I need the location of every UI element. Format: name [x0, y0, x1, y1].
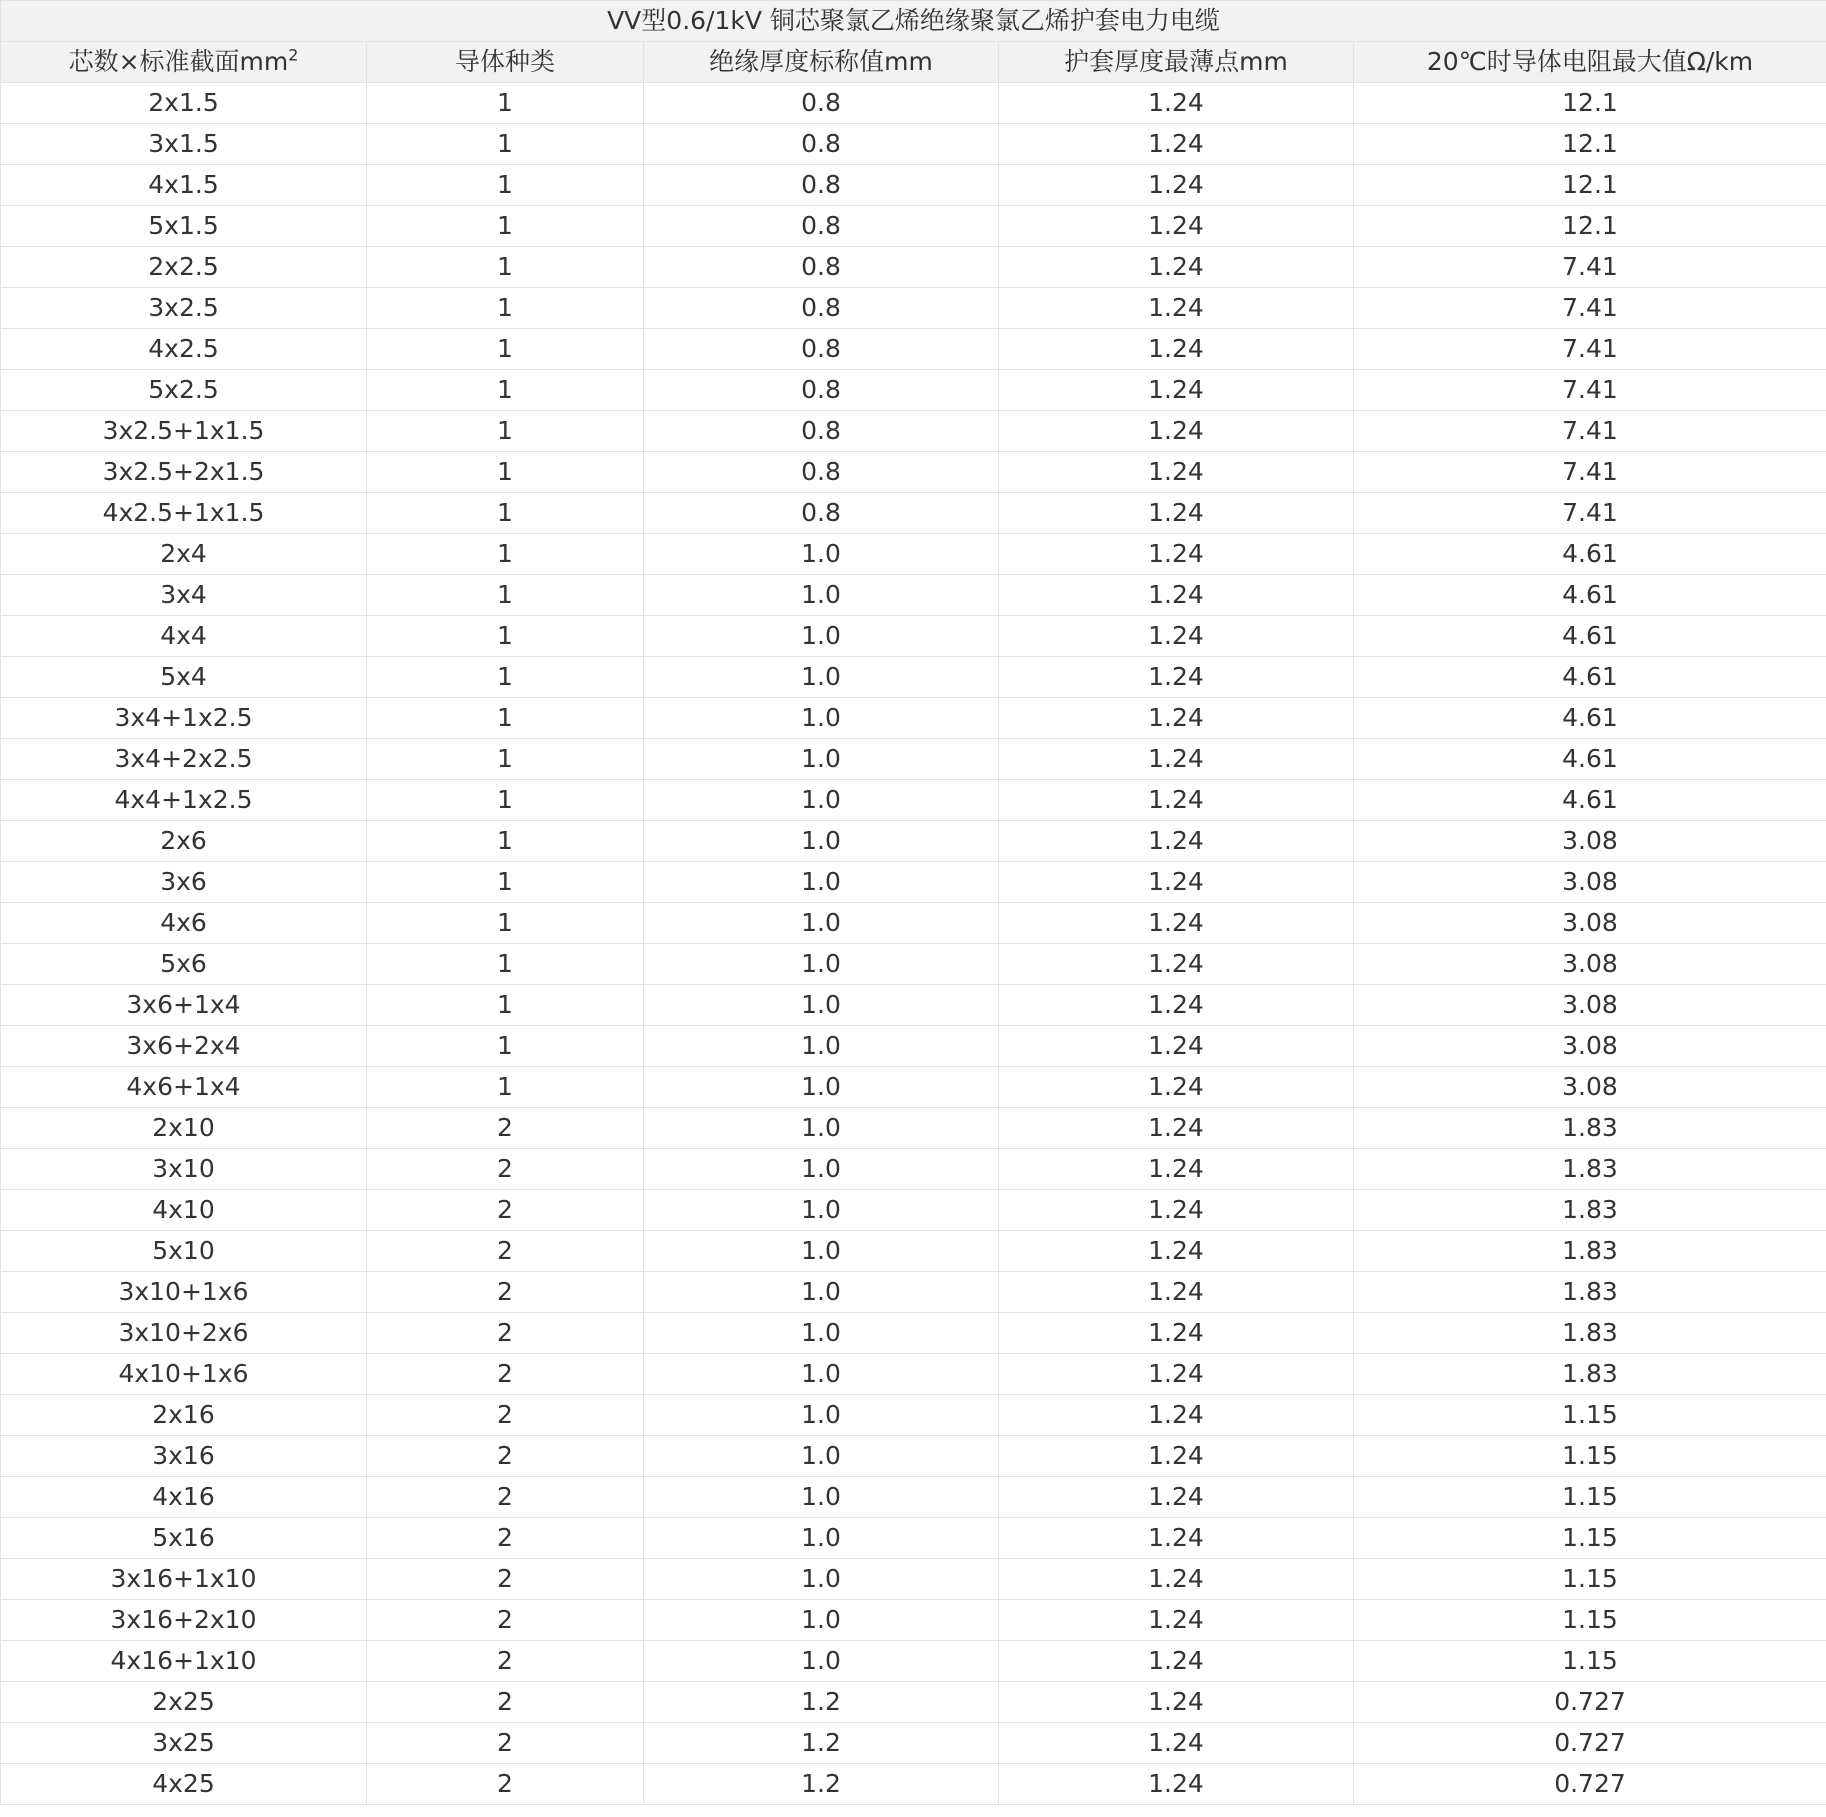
- table-row: [1, 1723, 1826, 1764]
- cell-conductor-type: 2: [367, 1559, 644, 1600]
- cell-cores-section: 3x6+2x4: [1, 1026, 367, 1067]
- cell-insulation-thickness: 1.0: [644, 944, 999, 985]
- cell-cores-section: 3x4: [1, 575, 367, 616]
- cell-conductor-resistance: 1.15: [1354, 1477, 1826, 1518]
- cell-cores-section: 3x4+1x2.5: [1, 698, 367, 739]
- cell-cores-section: 3x16: [1, 1436, 367, 1477]
- table-row: [1, 124, 1826, 165]
- cell-conductor-resistance: 3.08: [1354, 944, 1826, 985]
- cell-sheath-thickness: 1.24: [999, 1231, 1354, 1272]
- cell-sheath-thickness: 1.24: [999, 452, 1354, 493]
- cell-insulation-thickness: 1.0: [644, 1641, 999, 1682]
- table-row: [1, 821, 1826, 862]
- cell-conductor-resistance: 7.41: [1354, 411, 1826, 452]
- cell-insulation-thickness: 1.0: [644, 534, 999, 575]
- table-row: [1, 1436, 1826, 1477]
- cell-insulation-thickness: 1.0: [644, 1067, 999, 1108]
- cell-cores-section: 4x2.5: [1, 329, 367, 370]
- cell-cores-section: 3x10+1x6: [1, 1272, 367, 1313]
- cell-sheath-thickness: 1.24: [999, 1272, 1354, 1313]
- table-row: [1, 411, 1826, 452]
- cell-conductor-type: 1: [367, 165, 644, 206]
- cell-conductor-type: 2: [367, 1641, 644, 1682]
- cell-conductor-type: 2: [367, 1518, 644, 1559]
- cell-conductor-resistance: 1.15: [1354, 1600, 1826, 1641]
- column-header-label: 绝缘厚度标称值mm: [709, 47, 933, 76]
- table-row: [1, 616, 1826, 657]
- cell-conductor-type: 2: [367, 1354, 644, 1395]
- cell-cores-section: 2x4: [1, 534, 367, 575]
- cell-cores-section: 4x6: [1, 903, 367, 944]
- cell-insulation-thickness: 0.8: [644, 329, 999, 370]
- table-row: [1, 1682, 1826, 1723]
- cell-sheath-thickness: 1.24: [999, 1026, 1354, 1067]
- cell-conductor-resistance: 1.83: [1354, 1354, 1826, 1395]
- table-row: [1, 1559, 1826, 1600]
- cell-conductor-type: 1: [367, 698, 644, 739]
- cell-conductor-resistance: 0.727: [1354, 1764, 1826, 1805]
- cell-cores-section: 4x2.5+1x1.5: [1, 493, 367, 534]
- cell-sheath-thickness: 1.24: [999, 1764, 1354, 1805]
- cell-sheath-thickness: 1.24: [999, 944, 1354, 985]
- cell-insulation-thickness: 1.0: [644, 1559, 999, 1600]
- cell-conductor-resistance: 1.83: [1354, 1313, 1826, 1354]
- cell-conductor-resistance: 1.15: [1354, 1518, 1826, 1559]
- cell-insulation-thickness: 1.0: [644, 1313, 999, 1354]
- table-row: [1, 247, 1826, 288]
- cell-sheath-thickness: 1.24: [999, 1436, 1354, 1477]
- cell-conductor-resistance: 4.61: [1354, 698, 1826, 739]
- cell-cores-section: 3x2.5+1x1.5: [1, 411, 367, 452]
- cell-conductor-resistance: 7.41: [1354, 370, 1826, 411]
- cell-cores-section: 5x10: [1, 1231, 367, 1272]
- table-title: VV型0.6/1kV 铜芯聚氯乙烯绝缘聚氯乙烯护套电力电缆: [1, 1, 1826, 42]
- cell-conductor-type: 1: [367, 124, 644, 165]
- cell-conductor-type: 1: [367, 575, 644, 616]
- cell-sheath-thickness: 1.24: [999, 821, 1354, 862]
- cell-cores-section: 5x1.5: [1, 206, 367, 247]
- cell-conductor-type: 1: [367, 329, 644, 370]
- cell-cores-section: 5x6: [1, 944, 367, 985]
- cell-conductor-type: 1: [367, 944, 644, 985]
- cell-sheath-thickness: 1.24: [999, 985, 1354, 1026]
- cell-sheath-thickness: 1.24: [999, 1518, 1354, 1559]
- cell-conductor-type: 2: [367, 1477, 644, 1518]
- table-row: [1, 493, 1826, 534]
- cell-conductor-type: 1: [367, 1067, 644, 1108]
- cell-sheath-thickness: 1.24: [999, 329, 1354, 370]
- cell-cores-section: 2x1.5: [1, 83, 367, 124]
- cell-sheath-thickness: 1.24: [999, 1600, 1354, 1641]
- cell-conductor-resistance: 1.15: [1354, 1641, 1826, 1682]
- cell-conductor-resistance: 7.41: [1354, 329, 1826, 370]
- cell-insulation-thickness: 1.0: [644, 821, 999, 862]
- cell-sheath-thickness: 1.24: [999, 1477, 1354, 1518]
- cell-cores-section: 3x4+2x2.5: [1, 739, 367, 780]
- cell-conductor-resistance: 3.08: [1354, 985, 1826, 1026]
- cell-cores-section: 2x6: [1, 821, 367, 862]
- cell-insulation-thickness: 1.0: [644, 1231, 999, 1272]
- cell-insulation-thickness: 1.0: [644, 903, 999, 944]
- table-row: [1, 862, 1826, 903]
- cell-conductor-resistance: 12.1: [1354, 165, 1826, 206]
- cell-sheath-thickness: 1.24: [999, 1395, 1354, 1436]
- cell-cores-section: 2x2.5: [1, 247, 367, 288]
- cell-sheath-thickness: 1.24: [999, 1067, 1354, 1108]
- cell-conductor-type: 1: [367, 780, 644, 821]
- cell-insulation-thickness: 0.8: [644, 370, 999, 411]
- table-row: [1, 780, 1826, 821]
- cell-cores-section: 4x1.5: [1, 165, 367, 206]
- table-row: [1, 1108, 1826, 1149]
- cell-conductor-type: 1: [367, 452, 644, 493]
- cell-conductor-type: 2: [367, 1149, 644, 1190]
- cell-insulation-thickness: 0.8: [644, 165, 999, 206]
- cell-insulation-thickness: 0.8: [644, 288, 999, 329]
- table-row: [1, 1190, 1826, 1231]
- cell-sheath-thickness: 1.24: [999, 411, 1354, 452]
- cell-insulation-thickness: 1.0: [644, 1026, 999, 1067]
- cell-sheath-thickness: 1.24: [999, 165, 1354, 206]
- cell-conductor-resistance: 3.08: [1354, 821, 1826, 862]
- cell-sheath-thickness: 1.24: [999, 370, 1354, 411]
- column-header-label: 护套厚度最薄点mm: [1064, 47, 1288, 76]
- cell-conductor-resistance: 0.727: [1354, 1723, 1826, 1764]
- cell-cores-section: 3x2.5+2x1.5: [1, 452, 367, 493]
- cell-conductor-resistance: 1.83: [1354, 1272, 1826, 1313]
- cell-insulation-thickness: 1.0: [644, 1600, 999, 1641]
- cell-conductor-resistance: 1.15: [1354, 1436, 1826, 1477]
- cell-sheath-thickness: 1.24: [999, 288, 1354, 329]
- table-row: [1, 329, 1826, 370]
- cell-conductor-type: 1: [367, 657, 644, 698]
- column-header-insulation-thickness: [644, 42, 999, 83]
- table-row: [1, 1354, 1826, 1395]
- cell-insulation-thickness: 1.0: [644, 1149, 999, 1190]
- cell-conductor-resistance: 7.41: [1354, 493, 1826, 534]
- cell-sheath-thickness: 1.24: [999, 862, 1354, 903]
- cell-conductor-resistance: 1.83: [1354, 1108, 1826, 1149]
- cell-conductor-resistance: 12.1: [1354, 83, 1826, 124]
- table-row: [1, 575, 1826, 616]
- table-row: [1, 1313, 1826, 1354]
- table-row: [1, 1764, 1826, 1805]
- cell-insulation-thickness: 0.8: [644, 493, 999, 534]
- cell-conductor-type: 1: [367, 1026, 644, 1067]
- cell-conductor-resistance: 12.1: [1354, 124, 1826, 165]
- table-row: [1, 1477, 1826, 1518]
- cell-cores-section: 3x25: [1, 1723, 367, 1764]
- table-row: [1, 206, 1826, 247]
- cell-cores-section: 3x10+2x6: [1, 1313, 367, 1354]
- cell-conductor-type: 2: [367, 1764, 644, 1805]
- cell-insulation-thickness: 1.0: [644, 1354, 999, 1395]
- table-row: [1, 903, 1826, 944]
- cell-cores-section: 4x4+1x2.5: [1, 780, 367, 821]
- cell-sheath-thickness: 1.24: [999, 83, 1354, 124]
- cell-conductor-resistance: 0.727: [1354, 1682, 1826, 1723]
- cell-conductor-resistance: 12.1: [1354, 206, 1826, 247]
- cell-conductor-resistance: 4.61: [1354, 534, 1826, 575]
- cell-cores-section: 2x25: [1, 1682, 367, 1723]
- cell-cores-section: 4x16: [1, 1477, 367, 1518]
- cell-conductor-type: 2: [367, 1231, 644, 1272]
- cell-insulation-thickness: 1.0: [644, 1108, 999, 1149]
- table-row: [1, 1395, 1826, 1436]
- cell-conductor-type: 1: [367, 616, 644, 657]
- cell-conductor-resistance: 4.61: [1354, 780, 1826, 821]
- cell-conductor-type: 2: [367, 1395, 644, 1436]
- cell-cores-section: 4x10: [1, 1190, 367, 1231]
- cell-sheath-thickness: 1.24: [999, 247, 1354, 288]
- column-header-label: 导体种类: [454, 47, 555, 76]
- table-row: [1, 944, 1826, 985]
- cell-conductor-resistance: 1.15: [1354, 1559, 1826, 1600]
- cell-sheath-thickness: 1.24: [999, 534, 1354, 575]
- table-row: [1, 1518, 1826, 1559]
- cell-sheath-thickness: 1.24: [999, 780, 1354, 821]
- cell-cores-section: 4x25: [1, 1764, 367, 1805]
- cell-conductor-type: 2: [367, 1313, 644, 1354]
- cell-conductor-resistance: 3.08: [1354, 1067, 1826, 1108]
- cell-conductor-type: 1: [367, 985, 644, 1026]
- cell-conductor-type: 2: [367, 1682, 644, 1723]
- cell-conductor-type: 1: [367, 411, 644, 452]
- cell-sheath-thickness: 1.24: [999, 739, 1354, 780]
- cell-insulation-thickness: 0.8: [644, 83, 999, 124]
- cell-conductor-resistance: 3.08: [1354, 903, 1826, 944]
- cell-conductor-type: 1: [367, 534, 644, 575]
- cell-conductor-type: 1: [367, 83, 644, 124]
- table-body: [1, 83, 1826, 1805]
- cell-insulation-thickness: 0.8: [644, 411, 999, 452]
- cell-cores-section: 3x16+2x10: [1, 1600, 367, 1641]
- cell-conductor-resistance: 1.83: [1354, 1231, 1826, 1272]
- table-row: [1, 1026, 1826, 1067]
- cell-insulation-thickness: 1.0: [644, 575, 999, 616]
- cell-cores-section: 4x6+1x4: [1, 1067, 367, 1108]
- cell-conductor-resistance: 1.83: [1354, 1190, 1826, 1231]
- cell-insulation-thickness: 0.8: [644, 206, 999, 247]
- cell-conductor-type: 2: [367, 1723, 644, 1764]
- cell-conductor-type: 1: [367, 862, 644, 903]
- cell-insulation-thickness: 1.0: [644, 1518, 999, 1559]
- cell-sheath-thickness: 1.24: [999, 1641, 1354, 1682]
- cell-insulation-thickness: 1.0: [644, 1395, 999, 1436]
- cell-conductor-resistance: 1.15: [1354, 1395, 1826, 1436]
- table-row: [1, 1272, 1826, 1313]
- cell-insulation-thickness: 1.0: [644, 1190, 999, 1231]
- cell-insulation-thickness: 1.0: [644, 780, 999, 821]
- table-row: [1, 1641, 1826, 1682]
- column-header-label: 20℃时导体电阻最大值Ω/km: [1426, 47, 1754, 76]
- cell-insulation-thickness: 1.0: [644, 616, 999, 657]
- cell-conductor-resistance: 4.61: [1354, 575, 1826, 616]
- cell-conductor-type: 1: [367, 206, 644, 247]
- column-header-sheath-thickness: [999, 42, 1354, 83]
- superscript: 2: [288, 45, 299, 65]
- table-row: [1, 1231, 1826, 1272]
- cell-conductor-type: 1: [367, 739, 644, 780]
- cell-conductor-resistance: 3.08: [1354, 862, 1826, 903]
- table-row: [1, 657, 1826, 698]
- cell-cores-section: 5x16: [1, 1518, 367, 1559]
- cell-conductor-type: 2: [367, 1436, 644, 1477]
- column-header-label: 芯数×标准截面mm: [68, 47, 289, 76]
- cell-cores-section: 5x2.5: [1, 370, 367, 411]
- cell-cores-section: 3x6+1x4: [1, 985, 367, 1026]
- table-row: [1, 985, 1826, 1026]
- cell-cores-section: 4x16+1x10: [1, 1641, 367, 1682]
- cell-insulation-thickness: 1.0: [644, 985, 999, 1026]
- table-row: [1, 1149, 1826, 1190]
- table-row: [1, 1067, 1826, 1108]
- cell-cores-section: 5x4: [1, 657, 367, 698]
- column-header-conductor-resistance: [1354, 42, 1826, 83]
- cell-conductor-resistance: 4.61: [1354, 739, 1826, 780]
- cell-insulation-thickness: 0.8: [644, 452, 999, 493]
- cell-conductor-type: 2: [367, 1600, 644, 1641]
- cell-insulation-thickness: 1.0: [644, 1272, 999, 1313]
- cell-sheath-thickness: 1.24: [999, 1682, 1354, 1723]
- table-row: [1, 83, 1826, 124]
- cell-conductor-type: 1: [367, 247, 644, 288]
- cell-sheath-thickness: 1.24: [999, 1149, 1354, 1190]
- cell-sheath-thickness: 1.24: [999, 493, 1354, 534]
- cell-sheath-thickness: 1.24: [999, 575, 1354, 616]
- cell-conductor-type: 1: [367, 493, 644, 534]
- cell-sheath-thickness: 1.24: [999, 1559, 1354, 1600]
- cell-cores-section: 3x16+1x10: [1, 1559, 367, 1600]
- cell-sheath-thickness: 1.24: [999, 1723, 1354, 1764]
- table-row: [1, 698, 1826, 739]
- table-row: [1, 165, 1826, 206]
- cell-conductor-type: 1: [367, 288, 644, 329]
- table-row: [1, 288, 1826, 329]
- cell-conductor-type: 1: [367, 903, 644, 944]
- cell-sheath-thickness: 1.24: [999, 1108, 1354, 1149]
- cell-sheath-thickness: 1.24: [999, 1354, 1354, 1395]
- table-row: [1, 452, 1826, 493]
- cell-cores-section: 4x4: [1, 616, 367, 657]
- cell-cores-section: 2x16: [1, 1395, 367, 1436]
- cell-conductor-resistance: 4.61: [1354, 657, 1826, 698]
- cell-insulation-thickness: 1.0: [644, 739, 999, 780]
- cell-conductor-resistance: 7.41: [1354, 452, 1826, 493]
- cell-cores-section: 4x10+1x6: [1, 1354, 367, 1395]
- cell-conductor-resistance: 3.08: [1354, 1026, 1826, 1067]
- cell-conductor-type: 2: [367, 1108, 644, 1149]
- cell-sheath-thickness: 1.24: [999, 657, 1354, 698]
- cell-insulation-thickness: 0.8: [644, 124, 999, 165]
- column-header-conductor-type: [367, 42, 644, 83]
- cell-cores-section: 2x10: [1, 1108, 367, 1149]
- cell-sheath-thickness: 1.24: [999, 616, 1354, 657]
- cell-sheath-thickness: 1.24: [999, 124, 1354, 165]
- cell-insulation-thickness: 1.0: [644, 657, 999, 698]
- cell-insulation-thickness: 1.0: [644, 1477, 999, 1518]
- cell-cores-section: 3x6: [1, 862, 367, 903]
- cell-insulation-thickness: 1.0: [644, 698, 999, 739]
- cell-insulation-thickness: 1.0: [644, 1436, 999, 1477]
- table-row: [1, 739, 1826, 780]
- cell-insulation-thickness: 0.8: [644, 247, 999, 288]
- cell-conductor-type: 1: [367, 821, 644, 862]
- cell-insulation-thickness: 1.0: [644, 862, 999, 903]
- cell-conductor-type: 1: [367, 370, 644, 411]
- table-row: [1, 370, 1826, 411]
- table-header-row: [1, 42, 1826, 83]
- cell-sheath-thickness: 1.24: [999, 206, 1354, 247]
- cell-sheath-thickness: 1.24: [999, 1313, 1354, 1354]
- cell-cores-section: 3x1.5: [1, 124, 367, 165]
- cell-cores-section: 3x2.5: [1, 288, 367, 329]
- cell-cores-section: 3x10: [1, 1149, 367, 1190]
- cell-conductor-resistance: 4.61: [1354, 616, 1826, 657]
- table-row: [1, 534, 1826, 575]
- cell-sheath-thickness: 1.24: [999, 1190, 1354, 1231]
- cell-insulation-thickness: 1.2: [644, 1682, 999, 1723]
- table-title-row: [1, 1, 1826, 42]
- cell-sheath-thickness: 1.24: [999, 698, 1354, 739]
- cell-conductor-resistance: 7.41: [1354, 288, 1826, 329]
- cell-conductor-resistance: 7.41: [1354, 247, 1826, 288]
- cell-conductor-resistance: 1.83: [1354, 1149, 1826, 1190]
- cell-conductor-type: 2: [367, 1272, 644, 1313]
- cell-insulation-thickness: 1.2: [644, 1764, 999, 1805]
- cell-conductor-type: 2: [367, 1190, 644, 1231]
- cell-sheath-thickness: 1.24: [999, 903, 1354, 944]
- table-row: [1, 1600, 1826, 1641]
- cell-insulation-thickness: 1.2: [644, 1723, 999, 1764]
- column-header-cores-section: [1, 42, 367, 83]
